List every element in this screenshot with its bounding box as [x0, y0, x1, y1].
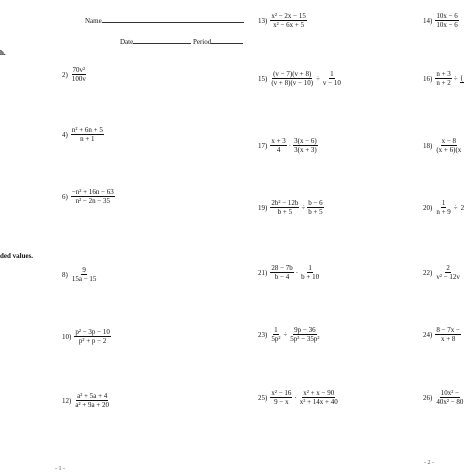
- numerator: x − 8: [441, 137, 457, 145]
- fraction: [270, 137, 286, 154]
- problem-item: [423, 199, 465, 216]
- problem-number: 6): [62, 192, 68, 201]
- denominator: x² + 14x + 40: [299, 398, 338, 406]
- fraction: [435, 70, 451, 87]
- numerator: 10x² −: [440, 389, 460, 397]
- fraction: [435, 12, 458, 29]
- page-number-1: - 1 -: [55, 466, 65, 472]
- fraction: [71, 126, 104, 143]
- denominator: 3(x + 3): [294, 146, 317, 154]
- problem-number: 25): [258, 393, 268, 402]
- problem-number: 18): [423, 141, 433, 150]
- fraction: [307, 199, 323, 216]
- operator: ÷: [283, 330, 288, 339]
- problem-item: [423, 389, 464, 406]
- fraction: [270, 199, 299, 216]
- operator: ·: [294, 393, 297, 402]
- problem-item: [258, 137, 318, 154]
- fraction: [299, 389, 339, 406]
- fraction: [322, 70, 342, 87]
- numerator: (: [460, 74, 463, 82]
- period-blank[interactable]: [211, 37, 243, 44]
- problem-number: 2): [62, 70, 68, 79]
- numerator: 8 − 7x −: [436, 326, 460, 334]
- numerator: −n² + 16n − 63: [71, 188, 114, 196]
- denominator: b + 10: [301, 273, 320, 281]
- problem-item: [258, 326, 320, 343]
- problem-item: [423, 264, 461, 281]
- numerator: 1: [274, 326, 278, 334]
- operator: ÷: [453, 74, 458, 83]
- numerator: x² − 2x − 15: [271, 12, 306, 20]
- denominator: n + 1: [80, 135, 95, 143]
- denominator: 5p²: [271, 335, 281, 343]
- numerator: 2: [446, 264, 450, 272]
- denominator: 9 − x: [274, 398, 289, 406]
- denominator: b + 5: [277, 208, 293, 216]
- fraction: [289, 326, 320, 343]
- denominator: b + 5: [308, 208, 323, 216]
- problem-item: [258, 389, 339, 406]
- problem-item: [258, 70, 342, 87]
- name-blank[interactable]: [102, 16, 244, 23]
- fraction: [435, 199, 451, 216]
- problem-number: 24): [423, 330, 433, 339]
- problem-item: [258, 199, 324, 216]
- date-blank[interactable]: [133, 37, 191, 44]
- fraction: [270, 389, 292, 406]
- denominator: v − 10: [322, 79, 341, 87]
- problem-number: 4): [62, 130, 68, 139]
- numerator: 70v²: [72, 66, 86, 74]
- problem-item: [423, 137, 462, 154]
- date-label: Date Period: [120, 37, 243, 46]
- problem-number: 17): [258, 141, 268, 150]
- period-label: Period: [192, 38, 212, 46]
- problem-number: 12): [62, 396, 72, 405]
- numerator: n + 3: [436, 70, 451, 78]
- numerator: 1: [330, 70, 334, 78]
- problem-number: 20): [423, 203, 433, 212]
- denominator: 4: [276, 146, 281, 154]
- problem-number: 21): [258, 268, 268, 277]
- fraction: [435, 326, 461, 343]
- operator: ÷: [316, 74, 320, 83]
- problem-item: [258, 264, 320, 281]
- fraction: [71, 188, 115, 205]
- name-label: Name: [85, 16, 244, 25]
- problem-item: [62, 266, 97, 283]
- denominator: (x + 6)(x: [436, 146, 462, 154]
- denominator: n + 9: [436, 208, 451, 216]
- operator: ·: [288, 141, 292, 150]
- numerator: 9p − 36: [294, 326, 316, 334]
- fraction: [74, 328, 111, 345]
- numerator: 1: [308, 264, 312, 272]
- problem-item: [423, 70, 464, 87]
- numerator: p² − 3p − 10: [75, 328, 110, 336]
- denominator: v² − 12v: [436, 273, 460, 281]
- problem-number: 16): [423, 74, 433, 83]
- fraction: [71, 266, 98, 283]
- denominator: 5p³ − 35p²: [290, 335, 320, 343]
- problem-item: [423, 12, 459, 29]
- denominator: 100v: [71, 75, 86, 83]
- numerator: x + 3: [271, 137, 286, 145]
- problem-item: [62, 392, 110, 409]
- problem-number: 10): [62, 332, 72, 341]
- numerator: 9: [82, 266, 86, 274]
- numerator: x² + x − 90: [303, 389, 335, 397]
- problem-number: 13): [258, 16, 268, 25]
- problem-number: 15): [258, 74, 268, 83]
- numerator: a² + 5a + 4: [77, 392, 108, 400]
- numerator: (v − 7)(v + 8): [273, 70, 312, 78]
- problem-number: 23): [258, 330, 268, 339]
- fraction: [435, 389, 464, 406]
- numerator: 10x − 6: [436, 12, 458, 20]
- problem-item: [62, 126, 104, 143]
- problem-item: [62, 66, 87, 83]
- fraction: [435, 264, 461, 281]
- numerator: 1: [441, 199, 446, 207]
- denominator: n + 2: [436, 79, 451, 87]
- operator: ÷: [453, 203, 458, 212]
- denominator: b − 4: [274, 273, 290, 281]
- problem-item: [258, 12, 307, 29]
- numerator: x² − 16: [271, 389, 292, 397]
- numerator: 28 − 7b: [271, 264, 293, 272]
- fraction: [460, 204, 466, 212]
- problem-item: [62, 328, 111, 345]
- fraction: [74, 392, 110, 409]
- page-number-2: - 2 -: [424, 460, 434, 466]
- denominator: x² − 6x + 5: [273, 21, 305, 29]
- fraction: [300, 264, 320, 281]
- fraction: [270, 326, 281, 343]
- denominator: x + 8: [440, 335, 456, 343]
- denominator: p² + p − 2: [78, 337, 107, 345]
- numerator: n² + 6n + 5: [71, 126, 103, 134]
- problem-item: [62, 188, 115, 205]
- denominator: 2: [460, 203, 465, 212]
- problem-number: 26): [423, 393, 433, 402]
- denominator: (v + 8)(v − 10): [271, 79, 314, 87]
- operator: ÷: [301, 203, 306, 212]
- fraction: [293, 137, 318, 154]
- problem-number: 22): [423, 268, 433, 277]
- problem-item: [423, 326, 461, 343]
- fraction: [71, 66, 87, 83]
- denominator: a² + 9a + 20: [75, 401, 110, 409]
- denominator: 40x² − 80: [436, 398, 464, 406]
- problem-number: 14): [423, 16, 433, 25]
- fraction: [270, 12, 307, 29]
- numerator: b − 6: [308, 199, 323, 207]
- numerator: 3(x − 6): [294, 137, 317, 145]
- fraction: [435, 137, 462, 154]
- fraction: [270, 70, 314, 87]
- operator: ·: [295, 268, 299, 277]
- problem-number: 19): [258, 203, 268, 212]
- fraction: [460, 74, 464, 83]
- problem-number: 8): [62, 270, 68, 279]
- numerator: 2b² − 12b: [271, 199, 299, 207]
- section-instructions-mid: ded values.: [0, 252, 34, 260]
- section-instructions-top: h.: [0, 49, 6, 57]
- fraction: [270, 264, 293, 281]
- denominator: 10x − 6: [436, 21, 458, 29]
- denominator: 15a − 15: [71, 275, 97, 283]
- denominator: n² − 2n − 35: [75, 197, 111, 205]
